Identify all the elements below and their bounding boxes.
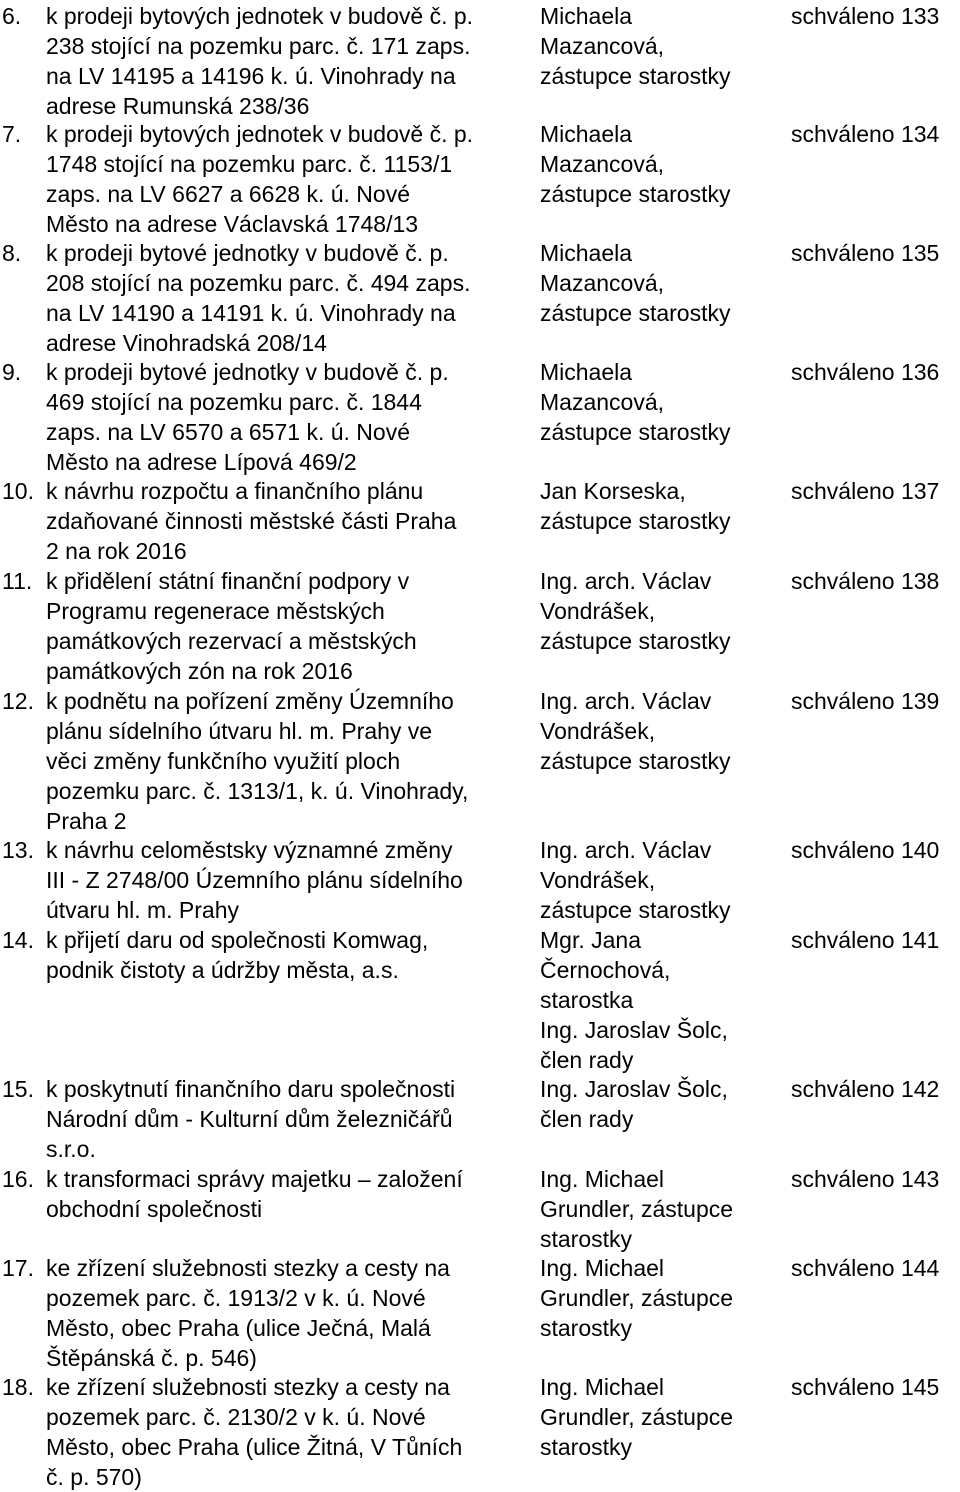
subject-line: k podnětu na pořízení změny Územního <box>46 688 454 714</box>
presenter-line: starostky <box>540 1226 633 1252</box>
subject-line: adrese Rumunská 238/36 <box>46 93 310 119</box>
item-presenter <box>540 835 780 925</box>
item-subject <box>46 238 532 358</box>
presenter-line: zástupce starostky <box>540 508 731 534</box>
item-number: 18. <box>2 1374 34 1400</box>
subject-line: pozemku parc. č. 1313/1, k. ú. Vinohrady, <box>46 778 469 804</box>
subject-line: Národní dům - Kulturní dům železničářů <box>46 1106 453 1132</box>
presenter-line: Ing. Jaroslav Šolc, <box>540 1017 728 1043</box>
presenter-line: Grundler, zástupce <box>540 1404 734 1430</box>
item-presenter <box>540 238 780 328</box>
subject-line: k návrhu rozpočtu a finančního plánu <box>46 478 424 504</box>
presenter-line: zástupce starostky <box>540 63 731 89</box>
presenter-line: Michaela <box>540 240 633 266</box>
subject-line: Město, obec Praha (ulice Žitná, V Tůních <box>46 1434 463 1460</box>
presenter-line: Mgr. Jana <box>540 927 641 953</box>
item-presenter <box>540 566 780 656</box>
item-result: schváleno 134 <box>791 121 940 147</box>
presenter-line: Ing. Jaroslav Šolc, <box>540 1076 728 1102</box>
presenter-line: Ing. Michael <box>540 1255 665 1281</box>
subject-line: 2 na rok 2016 <box>46 538 187 564</box>
item-subject <box>46 1253 532 1373</box>
presenter-line: zástupce starostky <box>540 419 731 445</box>
subject-line: 208 stojící na pozemku parc. č. 494 zaps. <box>46 270 471 296</box>
item-result: schváleno 133 <box>791 3 940 29</box>
item-number: 7. <box>2 121 22 147</box>
presenter-line: Mazancová, <box>540 389 665 415</box>
subject-line: Město, obec Praha (ulice Ječná, Malá <box>46 1315 431 1341</box>
subject-line: k poskytnutí finančního daru společnosti <box>46 1076 456 1102</box>
subject-line: podnik čistoty a údržby města, a.s. <box>46 957 399 983</box>
subject-line: č. p. 570) <box>46 1464 142 1490</box>
presenter-line: Vondrášek, <box>540 718 656 744</box>
item-number: 17. <box>2 1255 34 1281</box>
item-number: 6. <box>2 3 22 29</box>
subject-line: Praha 2 <box>46 808 127 834</box>
subject-line: k návrhu celoměstsky významné změny <box>46 837 453 863</box>
presenter-line: zástupce starostky <box>540 628 731 654</box>
subject-line: k prodeji bytové jednotky v budově č. p. <box>46 240 449 266</box>
subject-line: zdaňované činnosti městské části Praha <box>46 508 457 534</box>
subject-line: Programu regenerace městských <box>46 598 385 624</box>
subject-line: památkových zón na rok 2016 <box>46 658 353 684</box>
subject-line: Město na adrese Lípová 469/2 <box>46 449 357 475</box>
presenter-line: Jan Korseska, <box>540 478 686 504</box>
presenter-line: Vondrášek, <box>540 867 656 893</box>
presenter-line: zástupce starostky <box>540 748 731 774</box>
presenter-line: člen rady <box>540 1047 634 1073</box>
item-result: schváleno 141 <box>791 927 940 953</box>
subject-line: k přidělení státní finanční podpory v <box>46 568 410 594</box>
item-presenter <box>540 1164 780 1254</box>
item-result: schváleno 137 <box>791 478 940 504</box>
item-number: 8. <box>2 240 22 266</box>
presenter-line: starostky <box>540 1315 633 1341</box>
item-subject <box>46 686 532 836</box>
subject-line: obchodní společnosti <box>46 1196 263 1222</box>
subject-line: ke zřízení služebnosti stezky a cesty na <box>46 1255 450 1281</box>
item-presenter <box>540 1372 780 1462</box>
subject-line: k prodeji bytové jednotky v budově č. p. <box>46 359 449 385</box>
subject-line: Město na adrese Václavská 1748/13 <box>46 211 419 237</box>
item-presenter <box>540 119 780 209</box>
presenter-line: Ing. arch. Václav <box>540 688 712 714</box>
subject-line: útvaru hl. m. Prahy <box>46 897 240 923</box>
item-subject <box>46 1074 532 1164</box>
presenter-line: Grundler, zástupce <box>540 1196 734 1222</box>
subject-line: plánu sídelního útvaru hl. m. Prahy ve <box>46 718 433 744</box>
item-result: schváleno 135 <box>791 240 940 266</box>
presenter-line: zástupce starostky <box>540 897 731 923</box>
item-number: 11. <box>2 568 33 594</box>
item-number: 16. <box>2 1166 34 1192</box>
subject-line: Štěpánská č. p. 546) <box>46 1345 257 1371</box>
item-presenter <box>540 925 780 1075</box>
presenter-line: Michaela <box>540 359 633 385</box>
item-subject <box>46 1 532 121</box>
item-presenter <box>540 1074 780 1134</box>
subject-line: ke zřízení služebnosti stezky a cesty na <box>46 1374 450 1400</box>
presenter-line: Ing. arch. Václav <box>540 568 712 594</box>
item-number: 13. <box>2 837 34 863</box>
item-result: schváleno 140 <box>791 837 940 863</box>
subject-line: pozemek parc. č. 1913/2 v k. ú. Nové <box>46 1285 426 1311</box>
item-result: schváleno 143 <box>791 1166 940 1192</box>
subject-line: k přijetí daru od společnosti Komwag, <box>46 927 429 953</box>
item-result: schváleno 136 <box>791 359 940 385</box>
item-subject <box>46 835 532 925</box>
subject-line: k transformaci správy majetku – založení <box>46 1166 463 1192</box>
item-subject <box>46 1372 532 1492</box>
presenter-line: Vondrášek, <box>540 598 656 624</box>
subject-line: III - Z 2748/00 Územního plánu sídelního <box>46 867 463 893</box>
presenter-line: člen rady <box>540 1106 634 1132</box>
presenter-line: zástupce starostky <box>540 181 731 207</box>
item-number: 15. <box>2 1076 34 1102</box>
item-subject <box>46 566 532 686</box>
subject-line: zaps. na LV 6570 a 6571 k. ú. Nové <box>46 419 410 445</box>
item-subject <box>46 1164 532 1224</box>
presenter-line: starostky <box>540 1434 633 1460</box>
subject-line: na LV 14190 a 14191 k. ú. Vinohrady na <box>46 300 456 326</box>
item-result: schváleno 139 <box>791 688 940 714</box>
item-subject <box>46 119 532 239</box>
subject-line: památkových rezervací a městských <box>46 628 417 654</box>
item-number: 14. <box>2 927 34 953</box>
presenter-line: Ing. arch. Václav <box>540 837 712 863</box>
subject-line: 1748 stojící na pozemku parc. č. 1153/1 <box>46 151 453 177</box>
item-result: schváleno 145 <box>791 1374 940 1400</box>
item-presenter <box>540 357 780 447</box>
presenter-line: Grundler, zástupce <box>540 1285 734 1311</box>
subject-line: na LV 14195 a 14196 k. ú. Vinohrady na <box>46 63 456 89</box>
presenter-line: Mazancová, <box>540 270 665 296</box>
subject-line: s.r.o. <box>46 1136 96 1162</box>
subject-line: k prodeji bytových jednotek v budově č. p. <box>46 121 474 147</box>
presenter-line: Černochová, <box>540 957 671 983</box>
presenter-line: Ing. Michael <box>540 1166 665 1192</box>
item-result: schváleno 144 <box>791 1255 940 1281</box>
presenter-line: Ing. Michael <box>540 1374 665 1400</box>
subject-line: věci změny funkčního využití ploch <box>46 748 401 774</box>
item-number: 12. <box>2 688 34 714</box>
item-result: schváleno 142 <box>791 1076 940 1102</box>
item-presenter <box>540 1253 780 1343</box>
item-result: schváleno 138 <box>791 568 940 594</box>
subject-line: adrese Vinohradská 208/14 <box>46 330 327 356</box>
subject-line: 469 stojící na pozemku parc. č. 1844 <box>46 389 422 415</box>
presenter-line: Michaela <box>540 3 633 29</box>
item-presenter <box>540 1 780 91</box>
subject-line: pozemek parc. č. 2130/2 v k. ú. Nové <box>46 1404 426 1430</box>
item-subject <box>46 925 532 985</box>
presenter-line: Mazancová, <box>540 33 665 59</box>
item-number: 9. <box>2 359 22 385</box>
item-subject <box>46 357 532 477</box>
subject-line: 238 stojící na pozemku parc. č. 171 zaps. <box>46 33 471 59</box>
presenter-line: Michaela <box>540 121 633 147</box>
presenter-line: starostka <box>540 987 634 1013</box>
presenter-line: Mazancová, <box>540 151 665 177</box>
subject-line: k prodeji bytových jednotek v budově č. p. <box>46 3 474 29</box>
subject-line: zaps. na LV 6627 a 6628 k. ú. Nové <box>46 181 410 207</box>
item-number: 10. <box>2 478 34 504</box>
item-presenter <box>540 476 780 536</box>
presenter-line: zástupce starostky <box>540 300 731 326</box>
item-presenter <box>540 686 780 776</box>
item-subject <box>46 476 532 566</box>
